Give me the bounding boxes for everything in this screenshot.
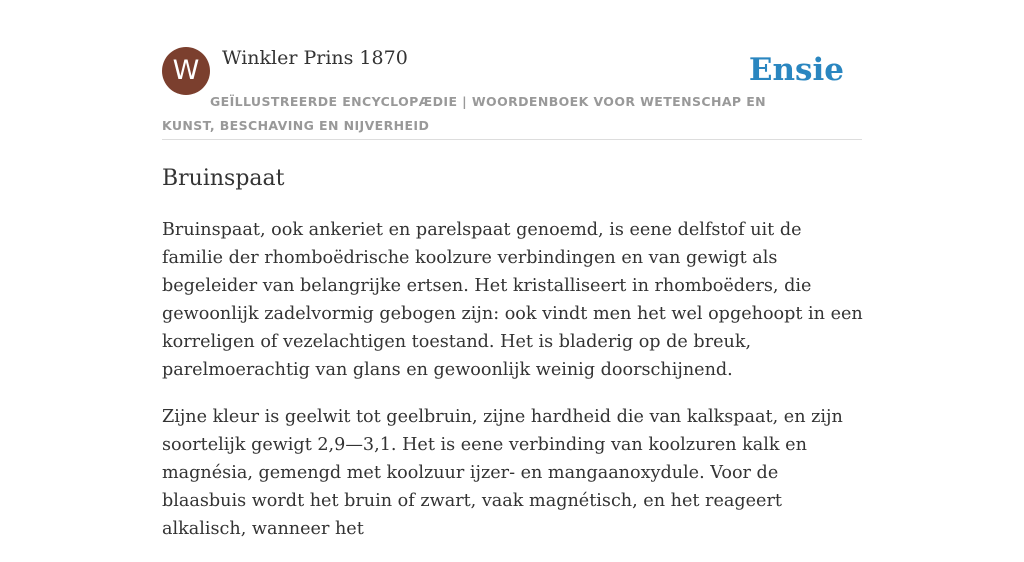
ensie-logo[interactable]: Ensie [748,52,844,88]
page-title: Bruinspaat [162,166,285,191]
article-body [162,216,866,562]
source-subtitle: GEÏLLUSTREERDE ENCYCLOPÆDIE | WOORDENBOEK VOOR WETENSCHAP EN KUNST, BESCHAVING EN NIJVERHEID [162,94,767,133]
source-title[interactable]: Winkler Prins 1870 [222,47,408,69]
source-avatar[interactable]: W [162,47,210,95]
article-paragraph: Bruinspaat, ook ankeriet en parelspaat genoemd, is eene delfstof uit de familie der rhomboëdrische koolzure verbindingen en van gewigt als begeleider van belangrijke ertsen. Het kristalliseert in rhomboëders, die gewoonlijk zadelvormig gebogen zijn: ook vindt men het wel opgehoopt in een korreligen of vezelachtigen toestand. Het is bladerig op de breuk, parelmoerachtig van glans en gewoonlijk weinig doorschijnend. [162,220,863,380]
source-header [162,46,862,140]
article-paragraph: Zijne kleur is geelwit tot geelbruin, zijne hardheid die van kalkspaat, en zijn soortelijk gewigt 2,9—3,1. Het is eene verbinding van koolzuren kalk en magnésia, gemengd met koolzuur ijzer- en mangaanoxydule. Voor de blaasbuis wordt het bruin of zwart, vaak magnétisch, en het reageert alkalisch, wanneer het [162,407,843,539]
